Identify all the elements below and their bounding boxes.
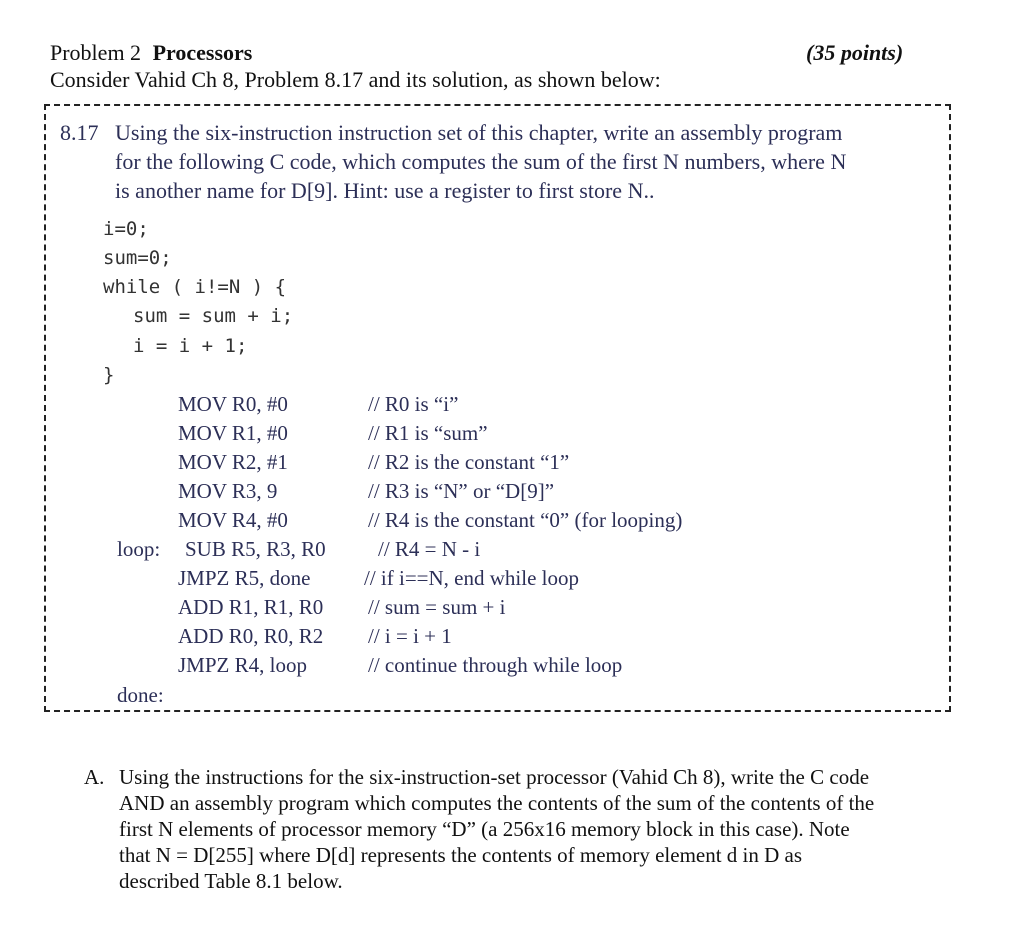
asm-instr-10: JMPZ R4, loop	[178, 653, 307, 677]
c-code-line-2: sum=0;	[103, 247, 172, 269]
asm-comment-4: // R3 is “N” or “D[9]”	[368, 479, 555, 503]
problem-title: Processors	[152, 40, 253, 65]
asm-comment-6: // R4 = N - i	[378, 537, 481, 561]
points-label: (35 points)	[806, 40, 904, 65]
c-code-line-6: }	[103, 364, 115, 386]
asm-instr-7: JMPZ R5, done	[178, 566, 311, 590]
asm-comment-3: // R2 is the constant “1”	[368, 450, 570, 474]
problem-number: 8.17	[60, 120, 99, 145]
asm-comment-1: // R0 is “i”	[368, 392, 459, 416]
asm-comment-5: // R4 is the constant “0” (for looping)	[368, 508, 683, 532]
part-a-line-3: first N elements of processor memory “D” (a 256x16 memory block in this case). Note	[119, 817, 850, 841]
c-code-line-4: sum = sum + i;	[133, 305, 294, 327]
part-a-line-5: described Table 8.1 below.	[119, 869, 343, 893]
problem-line-3: is another name for D[9]. Hint: use a register to first store N..	[115, 178, 655, 203]
asm-label-done: done:	[117, 683, 164, 707]
c-code-line-3: while ( i!=N ) {	[103, 276, 287, 298]
asm-instr-5: MOV R4, #0	[178, 508, 288, 532]
c-code-line-1: i=0;	[103, 218, 149, 240]
part-a-line-4: that N = D[255] where D[d] represents the contents of memory element d in D as	[119, 843, 803, 867]
asm-instr-8: ADD R1, R1, R0	[178, 595, 324, 619]
problem-line-1: Using the six-instruction instruction set of this chapter, write an assembly program	[115, 120, 843, 145]
asm-instr-6: SUB R5, R3, R0	[185, 537, 326, 561]
asm-comment-9: // i = i + 1	[368, 624, 452, 648]
asm-comment-7: // if i==N, end while loop	[364, 566, 579, 590]
asm-comment-10: // continue through while loop	[368, 653, 623, 677]
asm-comment-2: // R1 is “sum”	[368, 421, 488, 445]
part-a-line-2: AND an assembly program which computes the contents of the sum of the contents of the	[119, 791, 875, 815]
asm-instr-3: MOV R2, #1	[178, 450, 288, 474]
asm-label-loop: loop:	[117, 537, 161, 561]
problem-line-2: for the following C code, which computes the sum of the first N numbers, where N	[115, 149, 847, 174]
asm-comment-8: // sum = sum + i	[368, 595, 506, 619]
part-a-line-1: Using the instructions for the six-instruction-set processor (Vahid Ch 8), write the C code	[119, 765, 870, 789]
asm-instr-4: MOV R3, 9	[178, 479, 278, 503]
part-a-marker: A.	[84, 765, 105, 789]
c-code-line-5: i = i + 1;	[133, 335, 248, 357]
intro-text: Consider Vahid Ch 8, Problem 8.17 and its solution, as shown below:	[50, 67, 661, 92]
problem-heading	[50, 40, 252, 66]
asm-instr-2: MOV R1, #0	[178, 421, 288, 445]
asm-instr-9: ADD R0, R0, R2	[178, 624, 324, 648]
asm-instr-1: MOV R0, #0	[178, 392, 288, 416]
problem-label: Problem 2	[50, 40, 142, 65]
